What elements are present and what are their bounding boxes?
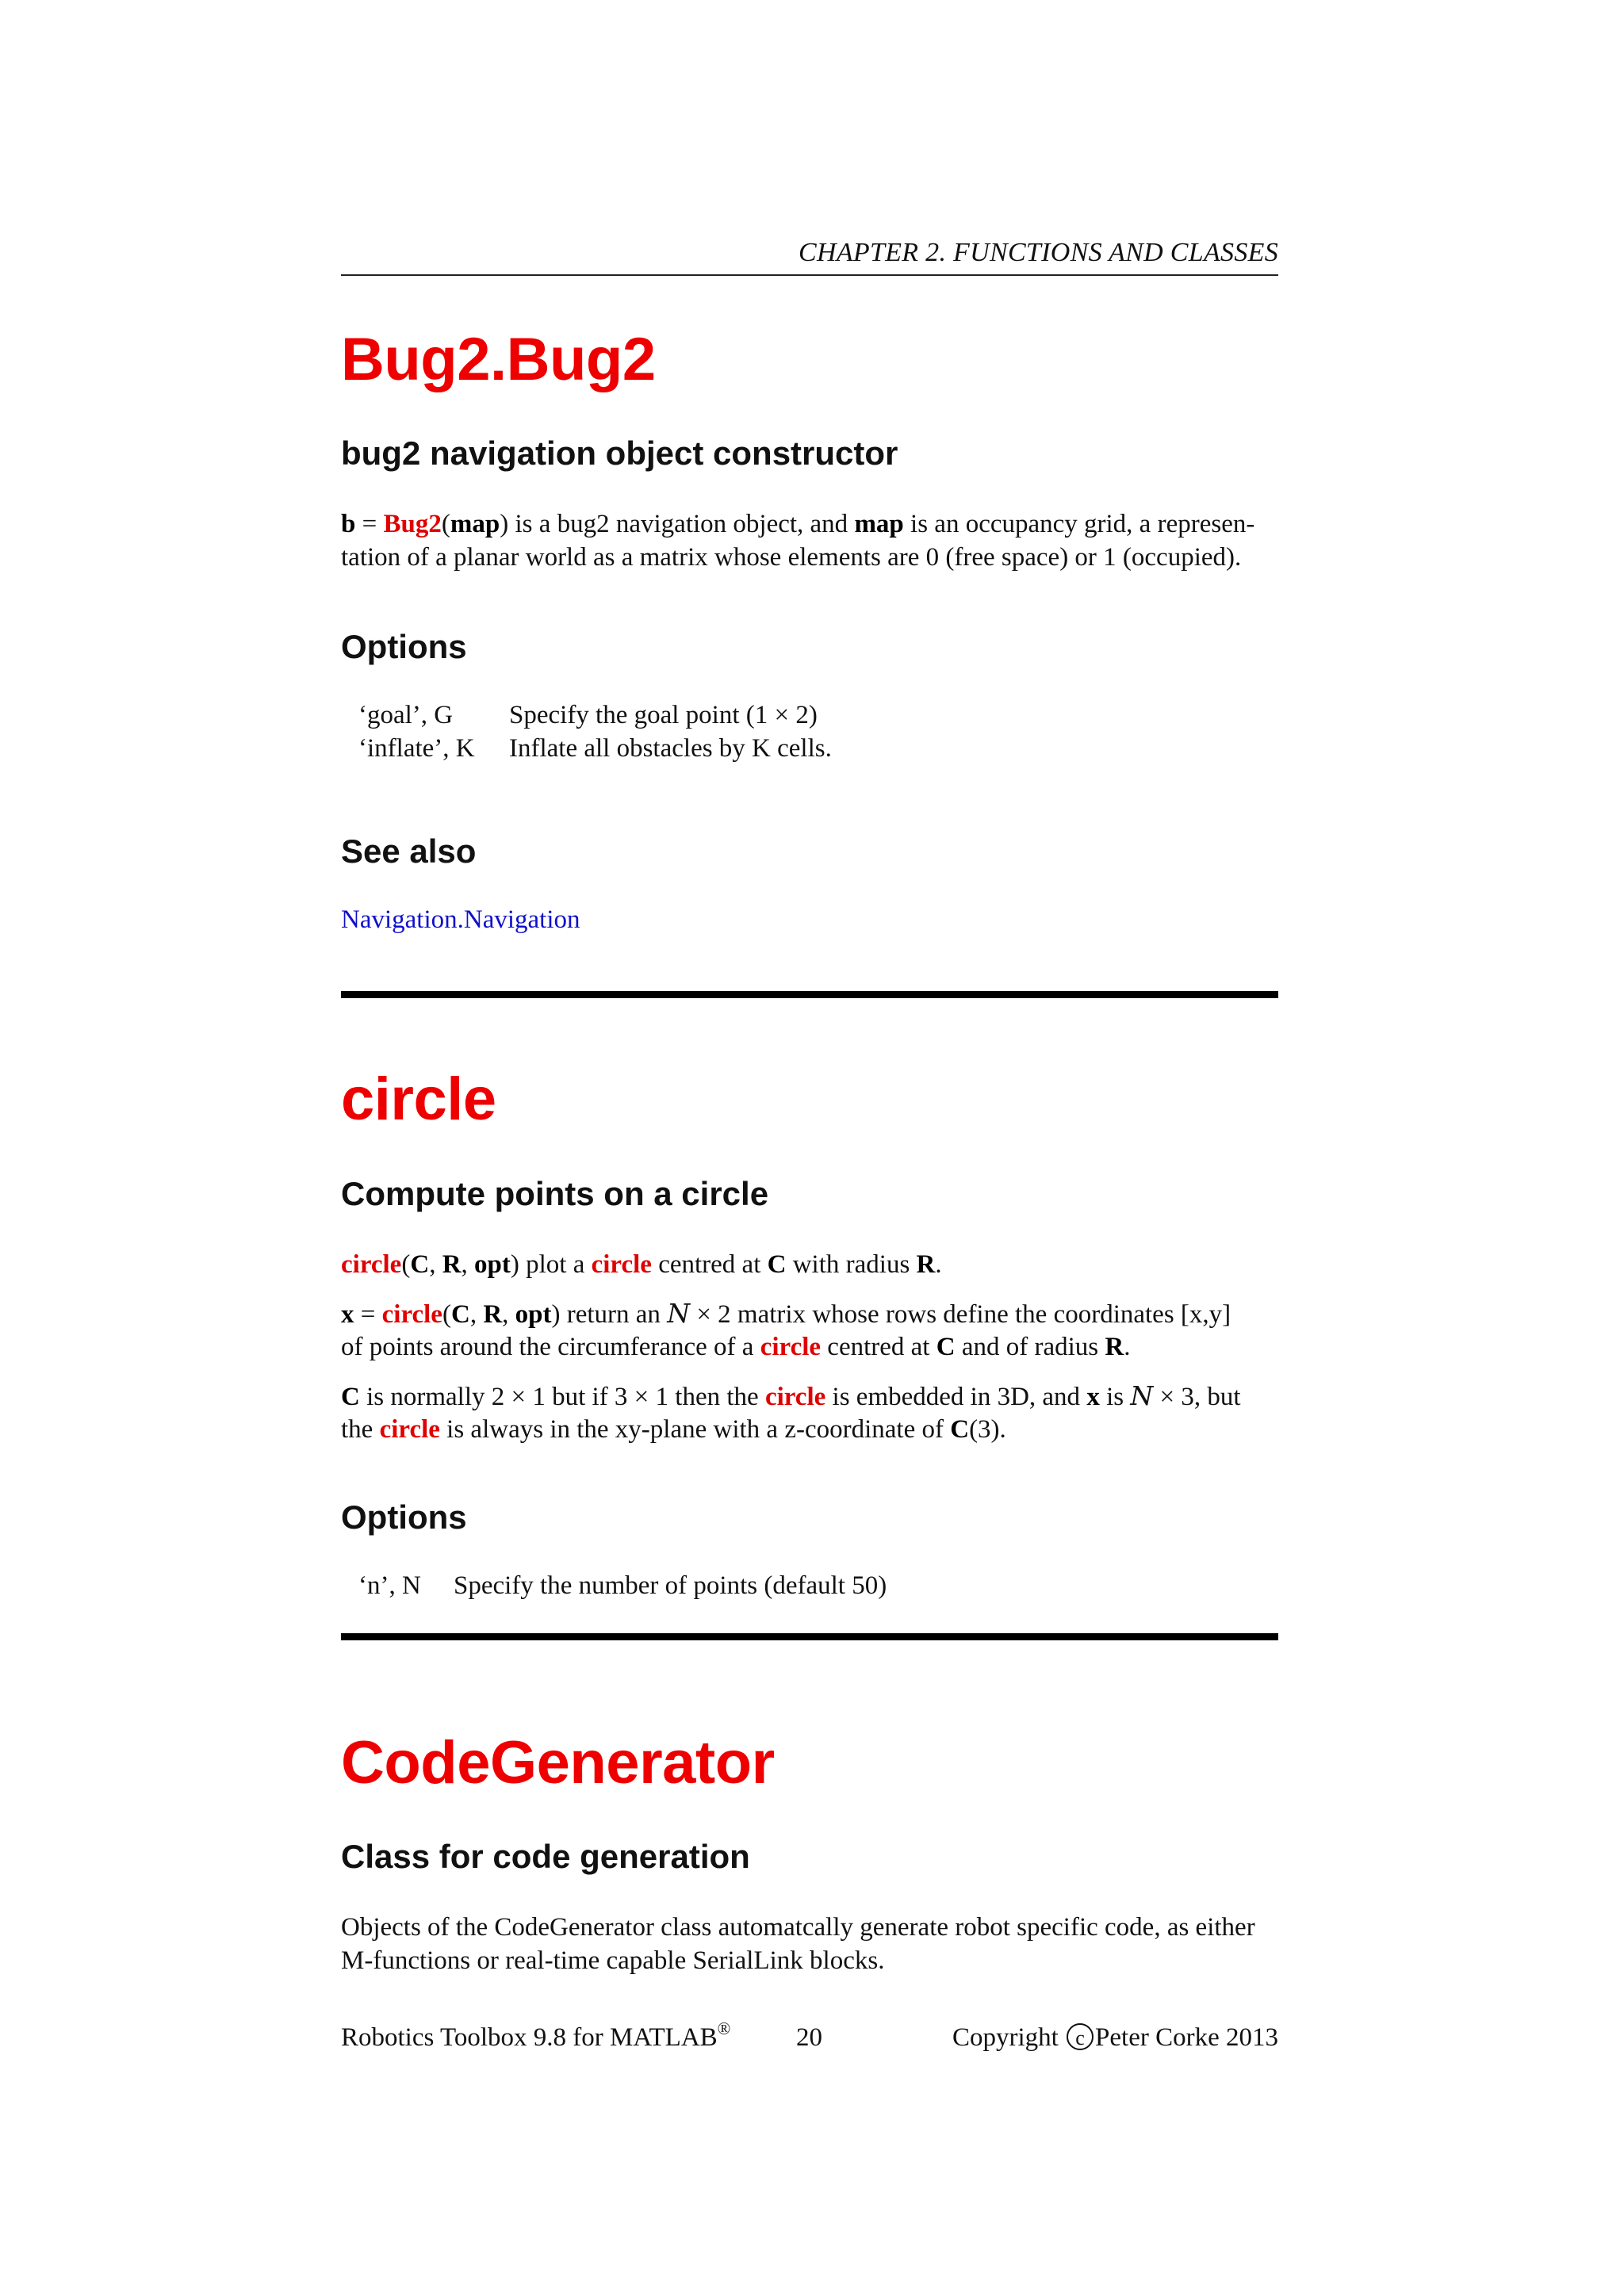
header-rule: [341, 274, 1278, 276]
arg-map-2: map: [854, 510, 904, 538]
option-key-goal: ‘goal’, G: [358, 701, 454, 729]
bug2-description-line1: b = Bug2(map) is a bug2 navigation object, and map is an occupancy grid, a represen-: [341, 510, 1255, 538]
section-subtitle-codegenerator: Class for code generation: [341, 1838, 750, 1875]
section-subtitle-bug2: bug2 navigation object constructor: [341, 434, 898, 472]
circle-usage-return-line1: x = circle(C, R, opt) return an N × 2 matrix whose rows define the coordinates [x,y]: [341, 1298, 1231, 1329]
fn-bug2: Bug2: [383, 510, 442, 538]
bug2-options-heading: Options: [341, 628, 467, 665]
section-title-circle: circle: [341, 1066, 496, 1133]
section-subtitle-circle: Compute points on a circle: [341, 1175, 769, 1212]
circle-note-line1: C is normally 2 × 1 but if 3 × 1 then the circle is embedded in 3D, and x is N × 3, but: [341, 1380, 1241, 1411]
option-key-n: ‘n’, N: [358, 1571, 421, 1600]
option-key-inflate: ‘inflate’, K: [358, 734, 475, 763]
chapter-header: CHAPTER 2. FUNCTIONS AND CLASSES: [799, 238, 1278, 267]
page-number: 20: [796, 2023, 822, 2052]
option-value-n: Specify the number of points (default 50): [454, 1571, 887, 1600]
option-value-inflate: Inflate all obstacles by K cells.: [509, 734, 832, 763]
footer-copyright: Copyright c Peter Corke 2013: [952, 2023, 1278, 2052]
bug2-description-line2: tation of a planar world as a matrix whose elements are 0 (free space) or 1 (occupied).: [341, 543, 1242, 572]
bug2-see-also-heading: See also: [341, 832, 477, 870]
registered-mark: ®: [717, 2019, 731, 2038]
copyright-icon: c: [1067, 2023, 1094, 2050]
circle-note-line2: the circle is always in the xy-plane with a z-coordinate of C(3).: [341, 1415, 1006, 1444]
section-title-codegenerator: CodeGenerator: [341, 1729, 775, 1797]
circle-usage-return-line2: of points around the circumferance of a circle centred at C and of radius R.: [341, 1333, 1131, 1361]
option-value-goal: Specify the goal point (1 × 2): [509, 701, 818, 729]
footer-title: Robotics Toolbox 9.8 for MATLAB®: [341, 2019, 731, 2052]
arg-map: map: [450, 510, 500, 538]
see-also-link-navigation[interactable]: Navigation.Navigation: [341, 905, 580, 934]
section-divider: [341, 1633, 1278, 1640]
circle-options-heading: Options: [341, 1498, 467, 1536]
section-title-bug2: Bug2.Bug2: [341, 326, 656, 393]
circle-usage-plot: circle(C, R, opt) plot a circle centred at C with radius R.: [341, 1250, 942, 1279]
codegenerator-description-line1: Objects of the CodeGenerator class automatcally generate robot specific code, as either: [341, 1913, 1255, 1942]
section-divider: [341, 991, 1278, 998]
var-b: b: [341, 510, 356, 538]
codegenerator-description-line2: M-functions or real-time capable SerialLink blocks.: [341, 1946, 885, 1975]
